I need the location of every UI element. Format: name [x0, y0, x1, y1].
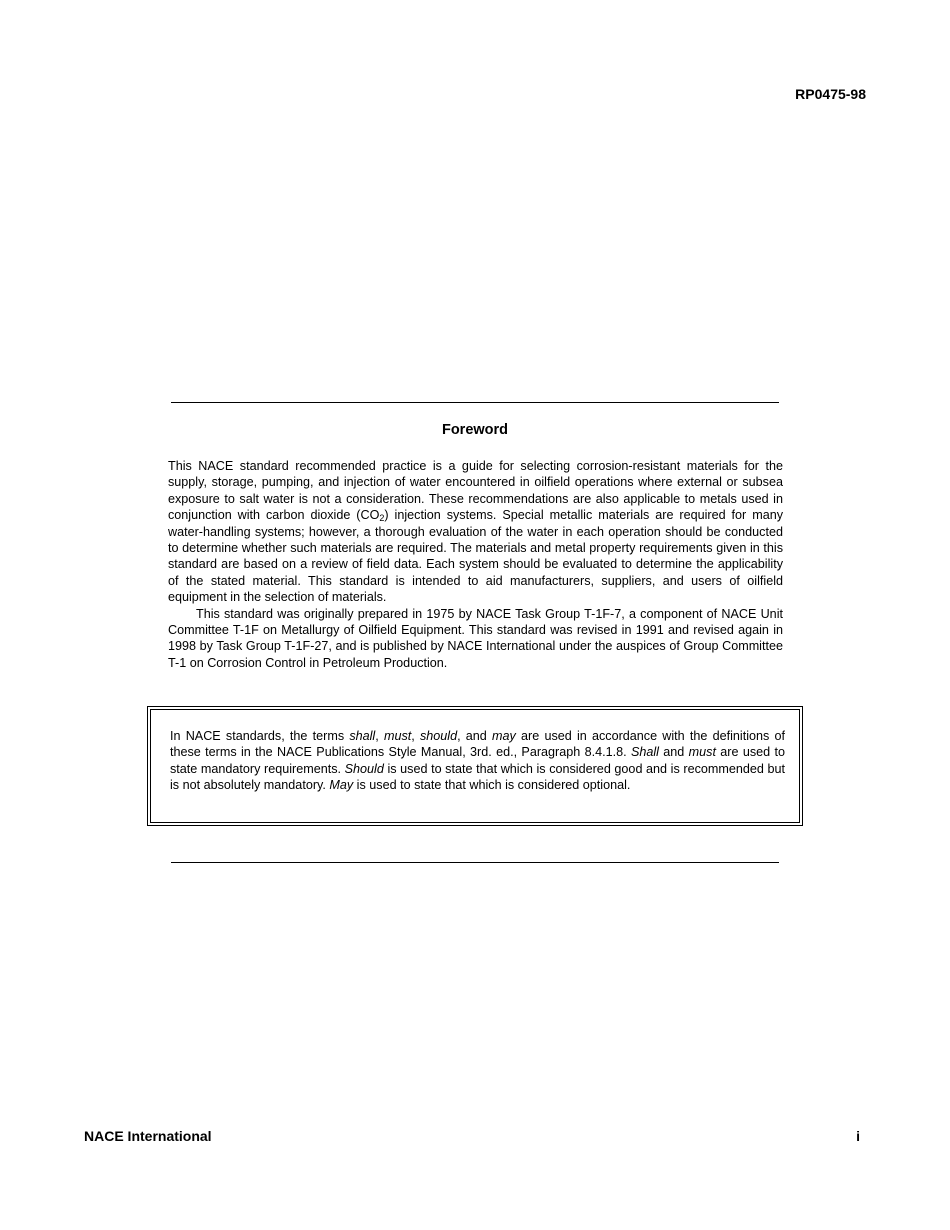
- terminology-note-box: [147, 706, 803, 826]
- term-must-2: must: [688, 745, 716, 760]
- note-s4-rest: is used to state that which is considered optional.: [353, 778, 631, 793]
- foreword-p1-text-b: ) injection systems. Special metallic materials are required for many water-handling systems; however, a thorough evaluation of the water in each operation should be conducted to determine whether such materials are required. The materials and metal property requirements given in this standard are based on a review of field data. Each system should be evaluated to determine the applicability of the stated material. This standard is intended to aid manufacturers, suppliers, and users of oilfield equipment in the selection of materials.: [168, 508, 783, 605]
- term-shall: shall: [349, 729, 376, 743]
- footer-publisher: NACE International: [84, 1128, 212, 1144]
- document-number: RP0475-98: [795, 86, 866, 102]
- bottom-divider: [171, 862, 779, 863]
- term-may-capital: May: [329, 778, 354, 793]
- note-s1-end: are used in accordance with the definitions of these terms in the NACE Publications Style Manual, 3rd. ed., Paragraph 8.4.1.8.: [170, 729, 786, 760]
- co2-subscript: 2: [379, 513, 385, 524]
- term-must: must: [383, 729, 412, 743]
- terminology-note-text: [170, 728, 785, 794]
- foreword-paragraph-2: This standard was originally prepared in 1975 by NACE Task Group T-1F-7, a component of NACE Unit Committee T-1F on Metallurgy of Oilfield Equipment. This standard was revised in 1991 and revised again in 1998 by Task Group T-1F-27, and is published by NACE International under the auspices of Group Committee T-1 on Corrosion Control in Petroleum Production.: [168, 606, 783, 670]
- note-sep-3: , and: [457, 729, 493, 743]
- foreword-body: [168, 458, 783, 671]
- term-shall-capital: Shall: [630, 745, 659, 760]
- foreword-heading: Foreword: [441, 422, 509, 438]
- foreword-paragraph-1: [168, 458, 783, 606]
- term-may: may: [492, 729, 516, 743]
- note-s3-rest: is used to state that which is considered good and is recommended but is not absolutely mandatory.: [170, 761, 785, 793]
- note-s2-and: and: [658, 745, 689, 760]
- foreword-p1-text-a: This NACE standard recommended practice is a guide for selecting corrosion-resistant materials for the supply, storage, pumping, and injection of water encountered in oilfield operations where external or subsea exposure to salt water is not a consideration. These recommendations are also applicable to metals used in conjunction with carbon dioxide (CO: [168, 459, 783, 523]
- term-should: should: [419, 729, 458, 743]
- note-sep-1: ,: [375, 729, 384, 743]
- top-divider: [171, 402, 779, 403]
- footer-page-number: i: [856, 1128, 860, 1144]
- note-s2-rest: are used to state mandatory requirements.: [170, 745, 785, 776]
- note-s1-start: In NACE standards, the terms: [170, 729, 350, 743]
- note-sep-2: ,: [411, 729, 420, 743]
- terminology-note-inner-border: [150, 709, 800, 823]
- term-should-capital: Should: [344, 761, 384, 776]
